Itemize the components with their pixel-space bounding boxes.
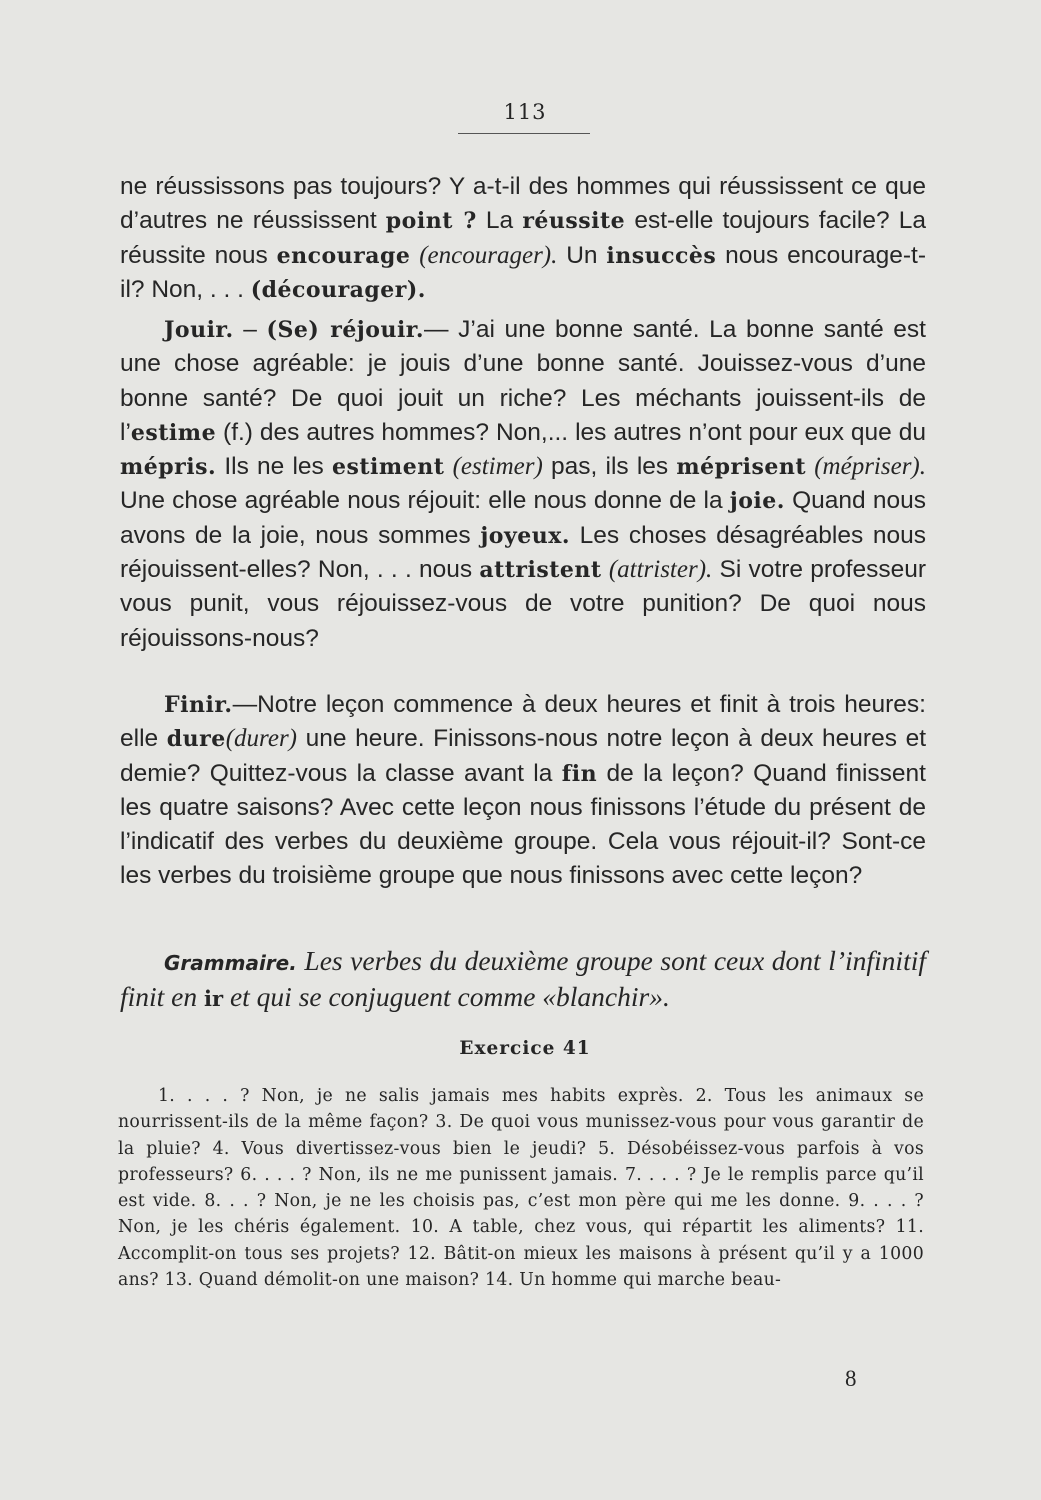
exercise-text: 1. . . . ? Non, je ne salis jamais mes habits exprès. 2. Tous les animaux se nourrissent-ils de la même façon? 3. De quoi vous munissez-vous pour vous garantir de la pluie? 4. Vous divertissez-vous bien le jeudi? 5. Désobéissez-vous parfois à vos professeurs? 6. . . . ? Non, ils ne me punissent jamais. 7. . . . ? Je le remplis parce qu’il est vide. 8. . . ? Non, je ne les choisis pas, c’est mon père qui me les donne. 9. . . . ? Non, je les chéris également. 10. A table, chez vous, qui répartit les aliments? 11. Accomplit-on tous ses projets? 12. Bâtit-on mieux les maisons à présent qu’il y a 1000 ans? 13. Quand démolit-on une maison? 14. Un homme qui marche beau- [118, 1086, 924, 1291]
paragraph-jouir: Jouir. – (Se) réjouir.— J’ai une bonne santé. La bonne santé est une chose agréable: je jouis d’une bonne santé. Jouissez-vous d’une bonne santé? De quoi jouit un riche? Les méchants jouissent-ils de l’estime (f.) des autres hommes? Non,... les autres n’ont pour eux que du mépris. Ils ne les estiment (estimer) pas, ils les méprisent (mépriser). Une chose agréable nous réjouit: elle nous donne de la joie. Quand nous avons de la joie, nous sommes joyeux. Les choses désagréables nous réjouissent-elles? Non, . . . nous attristent (attrister). Si votre professeur vous punit, vous réjouissez-vous de votre punition? De quoi nous réjouissons-nous? [120, 316, 927, 652]
paragraph-reussir: ne réussissons pas toujours? Y a-t-il des hommes qui réussissent ce que d’autres ne réussissent point ? La réussite est-elle toujours facile? La réussite nous encourage (encourager). Un insuccès nous encourage-t-il? Non, . . . (décourager). [120, 173, 927, 303]
header-rule [458, 133, 590, 134]
signature-mark: 8 [845, 1366, 857, 1391]
grammar-rule: Grammaire. Les verbes du deuxième groupe sont ceux dont l’infinitif finit en ir et qui se conjuguent comme «blanchir». [120, 945, 926, 1012]
paragraph-finir: Finir.—Notre leçon commence à deux heures et finit à trois heures: elle dure(durer) une heure. Finissons-nous notre leçon à deux heures et demie? Quittez-vous la classe avant la fin de la leçon? Quand finissent les quatre saisons? Avec cette leçon nous finissons l’étude du présent de l’indicatif des verbes du deuxième groupe. Cela vous réjouit-il? Sont-ce les verbes du troisième groupe que nous finissons avec cette leçon? [120, 691, 926, 890]
exercise-title: Exercice 41 [459, 1038, 591, 1059]
page-number: 113 [503, 100, 547, 124]
